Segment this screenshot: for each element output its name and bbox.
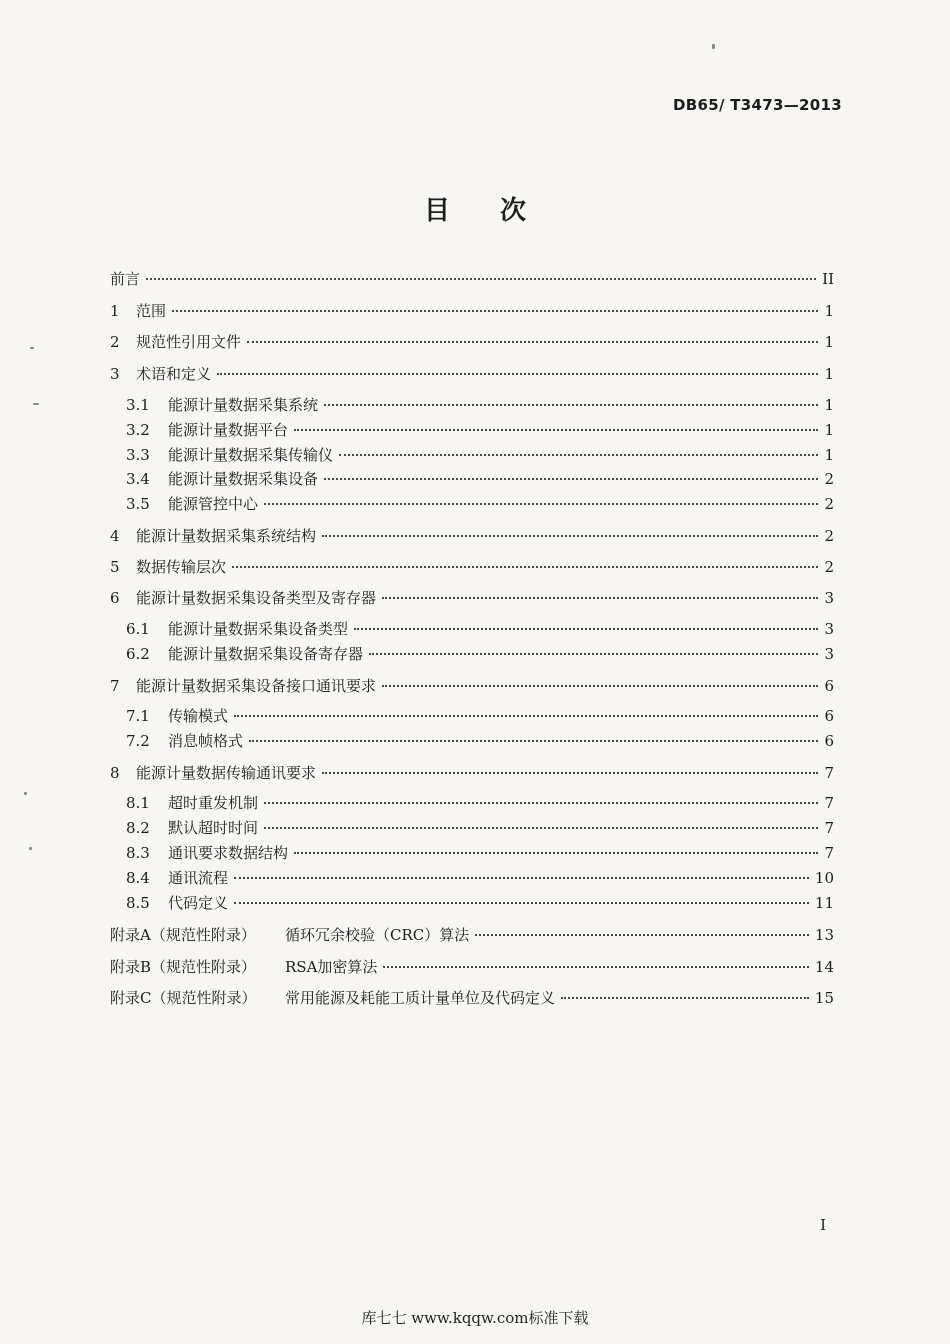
toc-page: 10 (814, 869, 834, 887)
page-title (0, 190, 950, 227)
toc-label: 能源计量数据采集设备接口通讯要求 (136, 677, 377, 695)
title-char-2: 次 (500, 196, 527, 226)
toc-entry[interactable] (110, 331, 834, 353)
toc-label: 能源计量数据采集设备 (168, 470, 319, 488)
dot-leader (475, 934, 809, 936)
toc-entry[interactable] (110, 300, 834, 322)
toc-page: 15 (814, 989, 834, 1007)
page-folio: I (820, 1216, 826, 1234)
dot-leader (561, 997, 809, 999)
toc-page: 1 (824, 302, 834, 320)
toc-page: 1 (824, 333, 834, 351)
toc-page: 1 (824, 421, 834, 439)
toc-entry[interactable] (110, 924, 834, 946)
toc-page: 7 (824, 844, 834, 862)
toc-number: 3.1 (126, 396, 150, 414)
toc-label: 传输模式 (168, 707, 229, 725)
dot-leader (294, 852, 818, 854)
toc-number: 7.2 (126, 732, 150, 750)
dot-leader (234, 715, 818, 717)
dot-leader (322, 772, 818, 774)
toc-page: 6 (824, 732, 834, 750)
toc-entry[interactable] (110, 618, 834, 640)
dot-leader (234, 902, 809, 904)
toc-number: 8.2 (126, 819, 150, 837)
toc-page: 1 (824, 396, 834, 414)
toc-entry[interactable] (110, 730, 834, 752)
toc-entry[interactable] (110, 705, 834, 727)
toc-label: 常用能源及耗能工质计量单位及代码定义 (285, 989, 556, 1007)
toc-number: 附录C（规范性附录） (110, 989, 257, 1007)
dot-leader (339, 454, 818, 456)
dot-leader (383, 966, 809, 968)
toc-label: 通讯流程 (168, 869, 229, 887)
toc-number: 1 (110, 302, 120, 320)
toc-entry[interactable] (110, 493, 834, 515)
toc-label: 默认超时时间 (168, 819, 259, 837)
scan-speck (712, 44, 715, 49)
toc-page: 6 (824, 677, 834, 695)
toc-page: 3 (824, 620, 834, 638)
toc-page: 7 (824, 794, 834, 812)
toc-entry[interactable] (110, 987, 834, 1009)
toc-label: 能源计量数据平台 (168, 421, 289, 439)
dot-leader (322, 535, 818, 537)
toc-label: 能源计量数据采集系统结构 (136, 527, 317, 545)
dot-leader (324, 478, 818, 480)
toc-page: 11 (814, 894, 834, 912)
toc-page: 2 (824, 495, 834, 513)
toc-number: 3.2 (126, 421, 150, 439)
dot-leader (247, 341, 818, 343)
title-char-1: 目 (423, 196, 450, 226)
toc-entry[interactable] (110, 892, 834, 914)
toc-label: 数据传输层次 (136, 558, 227, 576)
scan-speck (33, 403, 39, 405)
toc-number: 8.3 (126, 844, 150, 862)
toc-number: 3 (110, 365, 120, 383)
toc-entry[interactable] (110, 394, 834, 416)
toc-number: 5 (110, 558, 120, 576)
toc-page: 1 (824, 365, 834, 383)
toc-entry[interactable] (110, 817, 834, 839)
toc-number: 3.3 (126, 446, 150, 464)
toc-label: 能源计量数据采集设备类型及寄存器 (136, 589, 377, 607)
toc-entry[interactable] (110, 556, 834, 578)
toc-label: 能源计量数据传输通讯要求 (136, 764, 317, 782)
toc-label: 能源计量数据采集设备寄存器 (168, 645, 364, 663)
toc-label: 能源管控中心 (168, 495, 259, 513)
toc-label: 能源计量数据采集设备类型 (168, 620, 349, 638)
toc-number: 8.5 (126, 894, 150, 912)
dot-leader (294, 429, 818, 431)
toc-page: 2 (824, 527, 834, 545)
scan-speck (30, 347, 34, 349)
toc-number: 6.1 (126, 620, 150, 638)
toc-page: 3 (824, 589, 834, 607)
toc-page: II (822, 270, 834, 288)
toc-entry[interactable] (110, 956, 834, 978)
toc-number: 8.4 (126, 869, 150, 887)
toc-entry[interactable] (110, 419, 834, 441)
dot-leader (264, 827, 818, 829)
toc-number: 6.2 (126, 645, 150, 663)
toc-page: 13 (814, 926, 834, 944)
toc-page: 2 (824, 558, 834, 576)
dot-leader (369, 653, 818, 655)
toc-entry[interactable] (110, 643, 834, 665)
scan-speck (29, 847, 32, 850)
toc-page: 14 (814, 958, 834, 976)
toc-number: 2 (110, 333, 120, 351)
toc-number: 8.1 (126, 794, 150, 812)
dot-leader (217, 373, 818, 375)
toc-number: 附录A（规范性附录） (110, 926, 256, 944)
toc-entry[interactable] (110, 867, 834, 889)
toc-number: 3.5 (126, 495, 150, 513)
toc-label: 范围 (136, 302, 167, 320)
toc-page: 7 (824, 819, 834, 837)
toc-number: 6 (110, 589, 120, 607)
dot-leader (234, 877, 809, 879)
toc-entry[interactable] (110, 762, 834, 784)
toc-entry[interactable] (110, 792, 834, 814)
toc-label: 超时重发机制 (168, 794, 259, 812)
toc-entry[interactable] (110, 268, 834, 290)
toc-entry[interactable] (110, 587, 834, 609)
dot-leader (146, 278, 816, 280)
toc-number: 7 (110, 677, 120, 695)
toc-page: 6 (824, 707, 834, 725)
toc-label: 能源计量数据采集系统 (168, 396, 319, 414)
toc-entry[interactable] (110, 842, 834, 864)
dot-leader (382, 685, 818, 687)
dot-leader (264, 802, 818, 804)
toc-entry[interactable] (110, 363, 834, 385)
toc-page: 7 (824, 764, 834, 782)
toc-number: 4 (110, 527, 120, 545)
dot-leader (324, 404, 818, 406)
dot-leader (264, 503, 818, 505)
toc-number: 3.4 (126, 470, 150, 488)
toc-entry[interactable] (110, 468, 834, 490)
toc-number: 7.1 (126, 707, 150, 725)
toc-label: 规范性引用文件 (136, 333, 242, 351)
toc-entry[interactable] (110, 444, 834, 466)
dot-leader (249, 740, 818, 742)
standard-number: DB65/ T3473—2013 (673, 96, 842, 114)
toc-page: 3 (824, 645, 834, 663)
toc-page: 1 (824, 446, 834, 464)
toc-page: 2 (824, 470, 834, 488)
toc-entry[interactable] (110, 525, 834, 547)
toc-label: 前言 (110, 270, 141, 288)
toc-number: 8 (110, 764, 120, 782)
toc-label: 代码定义 (168, 894, 229, 912)
toc-label: 消息帧格式 (168, 732, 244, 750)
dot-leader (354, 628, 818, 630)
toc-label: 能源计量数据采集传输仪 (168, 446, 334, 464)
toc-label: 循环冗余校验（CRC）算法 (285, 926, 470, 944)
dot-leader (232, 566, 818, 568)
toc-label: 通讯要求数据结构 (168, 844, 289, 862)
toc-number: 附录B（规范性附录） (110, 958, 257, 976)
footer-watermark: 库七七 www.kqqw.com标准下载 (361, 1309, 589, 1327)
toc-label: 术语和定义 (136, 365, 212, 383)
toc-label: RSA加密算法 (285, 958, 378, 976)
toc-entry[interactable] (110, 675, 834, 697)
scan-speck (24, 792, 27, 795)
dot-leader (382, 597, 818, 599)
dot-leader (172, 310, 818, 312)
